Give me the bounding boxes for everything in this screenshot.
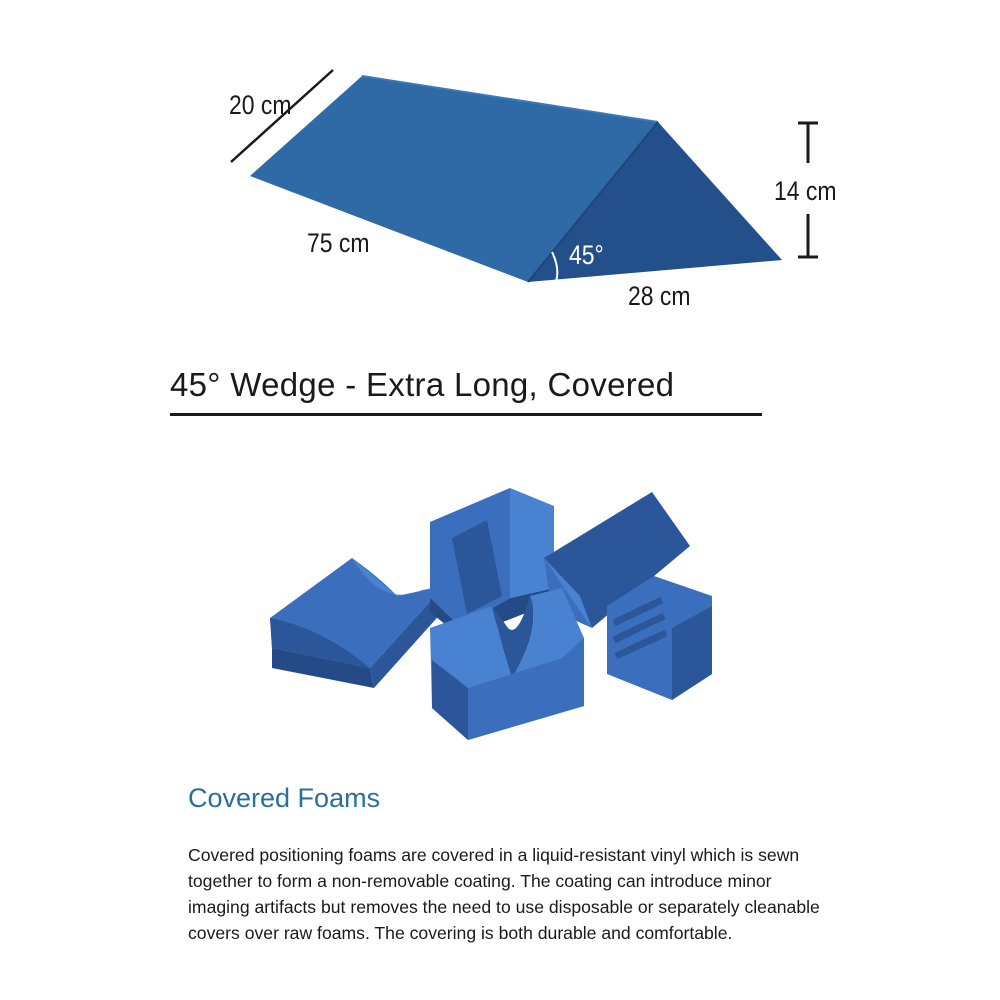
title-divider — [170, 413, 762, 416]
height-dimension-label: 14 cm — [774, 176, 837, 206]
length-dimension-label: 75 cm — [307, 228, 370, 258]
section-heading: Covered Foams — [188, 783, 381, 813]
width-dimension-label: 20 cm — [229, 90, 292, 120]
product-title: 45° Wedge - Extra Long, Covered — [170, 366, 675, 403]
covered-foams-photo — [262, 478, 722, 743]
angle-label: 45° — [569, 240, 604, 270]
wedge-diagram — [0, 0, 1000, 340]
base-dimension-label: 28 cm — [628, 281, 691, 311]
curved-cradle-foam — [270, 558, 444, 688]
section-description: Covered positioning foams are covered in a liquid-resistant vinyl which is sewn together to form a non-removable coating. The coating can introduce minor imaging artifacts but removes the need to use disposable or separately cleanable covers over raw foams. The covering is both durable and comfortable. — [188, 845, 820, 943]
